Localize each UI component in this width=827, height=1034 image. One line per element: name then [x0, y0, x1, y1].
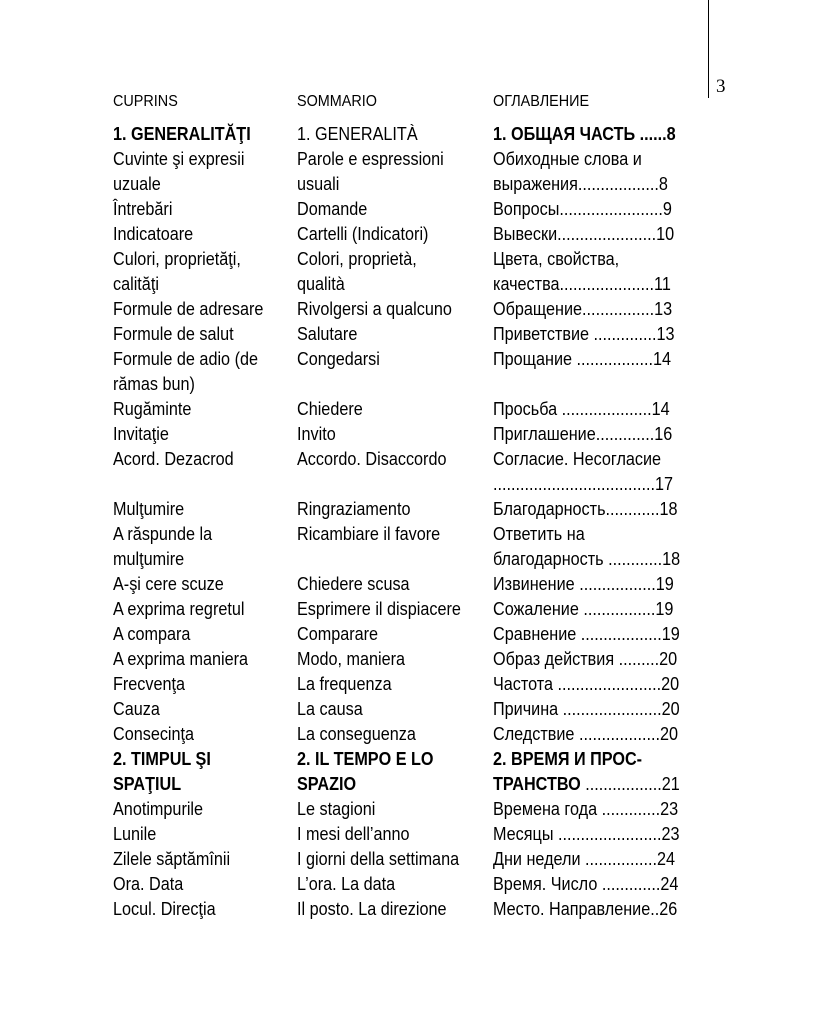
contents-column-italian [297, 90, 477, 922]
entry-text: Приглашение.............16 [493, 424, 673, 444]
entry-text: 1. ОБЩАЯ ЧАСТЬ ......8 [493, 124, 676, 144]
section-heading [493, 772, 709, 797]
entry-text: Времена года .............23 [493, 799, 679, 819]
entry-text: calităţi [113, 274, 159, 294]
entry-text: La causa [297, 699, 363, 719]
contents-entry [297, 847, 477, 872]
contents-entry [113, 572, 284, 597]
contents-entry [297, 122, 477, 147]
entry-text: mulţumire [113, 549, 185, 569]
entry-text: Дни недели ................24 [493, 849, 676, 869]
entry-text: SPAŢIUL [113, 774, 182, 794]
contents-entry [493, 147, 709, 172]
entry-text: Chiedere scusa [297, 574, 410, 594]
contents-entry [493, 722, 709, 747]
contents-entry [297, 147, 477, 172]
entry-text: Zilele săptămînii [113, 849, 231, 869]
entry-text: Время. Число .............24 [493, 874, 679, 894]
entry-text: благодарность ............18 [493, 549, 681, 569]
entry-text: Cauza [113, 699, 160, 719]
contents-entry [493, 647, 709, 672]
contents-entry [493, 322, 709, 347]
contents-entry [493, 447, 709, 472]
entry-text: Anotimpurile [113, 799, 204, 819]
page-reference: .................21 [580, 774, 680, 794]
entry-text: Întrebări [113, 199, 173, 219]
contents-entry [493, 172, 709, 197]
entry-text: Следствие ..................20 [493, 724, 678, 744]
contents-entry [297, 722, 477, 747]
section-heading [297, 772, 477, 797]
entry-text: Цвета, свойства, [493, 249, 620, 269]
contents-entry [493, 272, 709, 297]
contents-column-romanian [113, 90, 284, 922]
contents-entry [297, 247, 477, 272]
contents-entry [493, 472, 709, 497]
page-number: 3 [716, 76, 726, 97]
entry-text: Domande [297, 199, 368, 219]
entry-text: Formule de salut [113, 324, 234, 344]
entry-text: качества.....................11 [493, 274, 671, 294]
contents-entry [113, 597, 284, 622]
contents-entry [297, 347, 477, 372]
contents-entry [113, 497, 284, 522]
contents-entry [493, 797, 709, 822]
contents-entry [113, 647, 284, 672]
spacer [297, 547, 477, 572]
entry-text: выражения..................8 [493, 174, 668, 194]
entry-text: Comparare [297, 624, 379, 644]
contents-entry [493, 822, 709, 847]
contents-entry [297, 497, 477, 522]
entry-text: Извинение .................19 [493, 574, 674, 594]
contents-entry [113, 522, 284, 547]
entry-text: Culori, proprietăţi, [113, 249, 241, 269]
entry-text: Le stagioni [297, 799, 376, 819]
entry-text: Ответить на [493, 524, 585, 544]
contents-entry [113, 297, 284, 322]
spacer [493, 372, 709, 397]
entry-text: Образ действия .........20 [493, 649, 678, 669]
contents-entry [493, 297, 709, 322]
entry-text: Formule de adio (de [113, 349, 258, 369]
contents-entry [113, 397, 284, 422]
contents-entry [113, 372, 284, 397]
contents-entry [297, 872, 477, 897]
entry-text: Прощание .................14 [493, 349, 672, 369]
contents-entry [113, 247, 284, 272]
entry-text: Частота .......................20 [493, 674, 680, 694]
contents-entry [113, 622, 284, 647]
entry-text: ТРАНСТВО [493, 774, 581, 794]
entry-text: Cuvinte şi expresii [113, 149, 245, 169]
contents-entry [297, 672, 477, 697]
entry-text: Esprimere il dispiacere [297, 599, 461, 619]
entry-text: Parole e espressioni [297, 149, 444, 169]
entry-text: 2. TIMPUL ŞI [113, 749, 211, 769]
entry-text: qualità [297, 274, 345, 294]
entry-text: Ora. Data [113, 874, 184, 894]
contents-entry [297, 397, 477, 422]
contents-entry [493, 672, 709, 697]
contents-entry [297, 172, 477, 197]
spacer [297, 472, 477, 497]
entry-text: 2. IL TEMPO E LO [297, 749, 434, 769]
entry-text: SPAZIO [297, 774, 357, 794]
entry-text: Cartelli (Indicatori) [297, 224, 429, 244]
entry-text: Rugăminte [113, 399, 192, 419]
contents-entry [297, 272, 477, 297]
contents-entry [493, 622, 709, 647]
margin-rule [708, 0, 709, 98]
contents-entry [493, 522, 709, 547]
entry-text: L’ora. La data [297, 874, 396, 894]
contents-entry [113, 222, 284, 247]
contents-entry [113, 797, 284, 822]
entry-text: I giorni della settimana [297, 849, 460, 869]
contents-entry [297, 447, 477, 472]
entry-text: Благодарность............18 [493, 499, 678, 519]
entry-text: Ringraziamento [297, 499, 411, 519]
entry-text: Consecinţa [113, 724, 195, 744]
entry-text: Locul. Direcţia [113, 899, 216, 919]
contents-entry [297, 822, 477, 847]
entry-text: usuali [297, 174, 340, 194]
entry-text: 1. GENERALITĂŢI [113, 124, 251, 144]
contents-entry [297, 622, 477, 647]
entry-text: Месяцы .......................23 [493, 824, 680, 844]
contents-entry [113, 272, 284, 297]
entry-text: Место. Направление..26 [493, 899, 678, 919]
contents-entry [113, 422, 284, 447]
contents-entry [493, 397, 709, 422]
entry-text: A-şi cere scuze [113, 574, 224, 594]
entry-text: Mulţumire [113, 499, 185, 519]
column-header: CUPRINS [113, 93, 178, 110]
entry-text: Modo, maniera [297, 649, 406, 669]
contents-entry [297, 597, 477, 622]
contents-entry [493, 547, 709, 572]
entry-text: uzuale [113, 174, 161, 194]
contents-entry [297, 222, 477, 247]
entry-text: I mesi dell’anno [297, 824, 410, 844]
entry-text: Formule de adresare [113, 299, 264, 319]
contents-entry [113, 172, 284, 197]
entry-text: Lunile [113, 824, 157, 844]
entry-text: Сожаление ................19 [493, 599, 674, 619]
entry-text: Обращение................13 [493, 299, 673, 319]
entry-text: A exprima maniera [113, 649, 249, 669]
entry-text: Frecvenţa [113, 674, 186, 694]
contents-entry [297, 197, 477, 222]
contents-entry [297, 797, 477, 822]
entry-text: ....................................17 [493, 474, 674, 494]
contents-entry [297, 897, 477, 922]
contents-entry [493, 872, 709, 897]
section-heading [113, 772, 284, 797]
contents-entry [113, 672, 284, 697]
entry-text: Acord. Dezacrod [113, 449, 234, 469]
entry-text: rămas bun) [113, 374, 195, 394]
entry-text: Согласие. Несогласие [493, 449, 662, 469]
spacer [297, 372, 477, 397]
contents-entry [113, 697, 284, 722]
contents-column-russian [493, 90, 709, 922]
section-heading [297, 747, 477, 772]
contents-entry [113, 722, 284, 747]
entry-text: Rivolgersi a qualcuno [297, 299, 452, 319]
entry-text: Просьба ....................14 [493, 399, 670, 419]
column-header: ОГЛАВЛЕНИЕ [493, 93, 590, 110]
entry-text: Colori, proprietà, [297, 249, 417, 269]
contents-entry [493, 847, 709, 872]
contents-entry [493, 897, 709, 922]
entry-text: Chiedere [297, 399, 363, 419]
section-heading [493, 122, 709, 147]
entry-text: A răspunde la [113, 524, 213, 544]
entry-text: 2. ВРЕМЯ И ПРОС- [493, 749, 643, 769]
column-header: SOMMARIO [297, 93, 378, 110]
contents-entry [493, 197, 709, 222]
entry-text: La conseguenza [297, 724, 416, 744]
section-heading [113, 122, 284, 147]
contents-entry [297, 647, 477, 672]
contents-entry [493, 222, 709, 247]
entry-text: La frequenza [297, 674, 392, 694]
section-heading [113, 747, 284, 772]
contents-entry [493, 697, 709, 722]
entry-text: A compara [113, 624, 191, 644]
entry-text: Вывески......................10 [493, 224, 675, 244]
entry-text: Ricambiare il favore [297, 524, 441, 544]
contents-entry [493, 422, 709, 447]
contents-entry [297, 322, 477, 347]
contents-entry [113, 147, 284, 172]
contents-entry [113, 347, 284, 372]
entry-text: 1. GENERALITÀ [297, 124, 418, 144]
contents-entry [493, 497, 709, 522]
entry-text: Invitaţie [113, 424, 169, 444]
contents-entry [297, 572, 477, 597]
contents-entry [297, 297, 477, 322]
entry-text: Обиходные слова и [493, 149, 642, 169]
contents-entry [297, 522, 477, 547]
contents-entry [113, 897, 284, 922]
contents-entry [493, 597, 709, 622]
entry-text: Il posto. La direzione [297, 899, 447, 919]
entry-text: Invito [297, 424, 336, 444]
contents-entry [113, 872, 284, 897]
entry-text: Accordo. Disaccordo [297, 449, 447, 469]
spacer [113, 472, 284, 497]
contents-entry [113, 322, 284, 347]
contents-entry [493, 247, 709, 272]
entry-text: Вопросы.......................9 [493, 199, 672, 219]
contents-entry [297, 697, 477, 722]
contents-entry [113, 822, 284, 847]
entry-text: Сравнение ..................19 [493, 624, 680, 644]
entry-text: Salutare [297, 324, 358, 344]
contents-entry [113, 447, 284, 472]
entry-text: Congedarsi [297, 349, 380, 369]
contents-entry [113, 547, 284, 572]
entry-text: Indicatoare [113, 224, 194, 244]
contents-entry [493, 347, 709, 372]
contents-entry [493, 572, 709, 597]
section-heading [493, 747, 709, 772]
contents-entry [297, 422, 477, 447]
entry-text: Причина ......................20 [493, 699, 680, 719]
contents-entry [113, 847, 284, 872]
contents-entry [113, 197, 284, 222]
entry-text: Приветствие ..............13 [493, 324, 675, 344]
entry-text: A exprima regretul [113, 599, 245, 619]
